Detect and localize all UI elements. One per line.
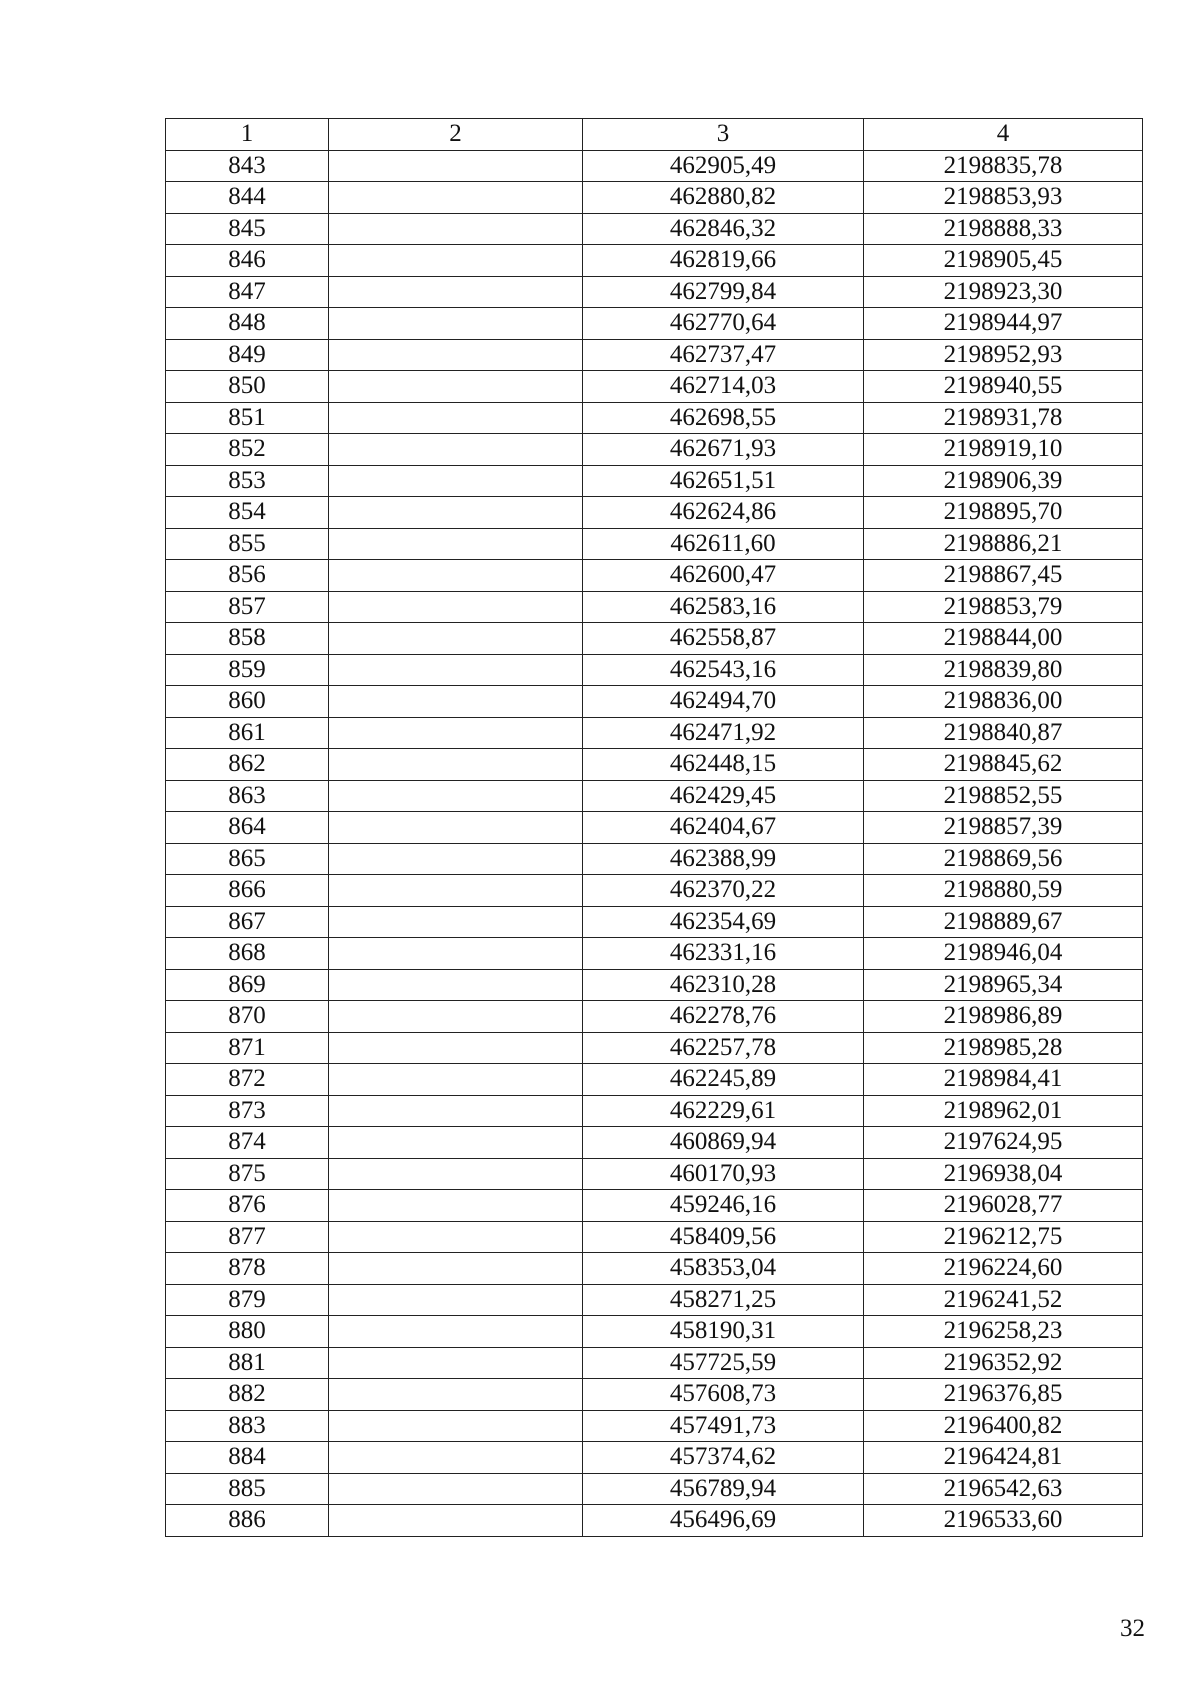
empty-cell <box>329 1505 583 1537</box>
table-row <box>166 213 1143 245</box>
x-coordinate-cell: 462846,32 <box>583 213 864 245</box>
table-row <box>166 402 1143 434</box>
table-row <box>166 528 1143 560</box>
x-coordinate-cell: 462583,16 <box>583 591 864 623</box>
x-coordinate-cell: 458271,25 <box>583 1284 864 1316</box>
point-number-cell: 880 <box>166 1316 329 1348</box>
y-coordinate-cell: 2198852,55 <box>864 780 1143 812</box>
x-coordinate-cell: 462611,60 <box>583 528 864 560</box>
table-header-row <box>166 119 1143 151</box>
y-coordinate-cell: 2198840,87 <box>864 717 1143 749</box>
column-header: 2 <box>329 119 583 151</box>
point-number-cell: 870 <box>166 1001 329 1033</box>
empty-cell <box>329 1158 583 1190</box>
empty-cell <box>329 623 583 655</box>
x-coordinate-cell: 462651,51 <box>583 465 864 497</box>
y-coordinate-cell: 2198889,67 <box>864 906 1143 938</box>
x-coordinate-cell: 462671,93 <box>583 434 864 466</box>
x-coordinate-cell: 458353,04 <box>583 1253 864 1285</box>
table-row <box>166 560 1143 592</box>
empty-cell <box>329 276 583 308</box>
x-coordinate-cell: 462245,89 <box>583 1064 864 1096</box>
point-number-cell: 851 <box>166 402 329 434</box>
x-coordinate-cell: 462819,66 <box>583 245 864 277</box>
table-row <box>166 906 1143 938</box>
table-row <box>166 1253 1143 1285</box>
x-coordinate-cell: 462880,82 <box>583 182 864 214</box>
y-coordinate-cell: 2198906,39 <box>864 465 1143 497</box>
point-number-cell: 862 <box>166 749 329 781</box>
table-row <box>166 875 1143 907</box>
table-row <box>166 1158 1143 1190</box>
table-row <box>166 591 1143 623</box>
x-coordinate-cell: 458190,31 <box>583 1316 864 1348</box>
y-coordinate-cell: 2198886,21 <box>864 528 1143 560</box>
y-coordinate-cell: 2198853,93 <box>864 182 1143 214</box>
point-number-cell: 864 <box>166 812 329 844</box>
x-coordinate-cell: 459246,16 <box>583 1190 864 1222</box>
empty-cell <box>329 906 583 938</box>
y-coordinate-cell: 2198946,04 <box>864 938 1143 970</box>
empty-cell <box>329 528 583 560</box>
y-coordinate-cell: 2196533,60 <box>864 1505 1143 1537</box>
x-coordinate-cell: 462370,22 <box>583 875 864 907</box>
point-number-cell: 861 <box>166 717 329 749</box>
table-row <box>166 1347 1143 1379</box>
x-coordinate-cell: 462471,92 <box>583 717 864 749</box>
y-coordinate-cell: 2198931,78 <box>864 402 1143 434</box>
table-row <box>166 623 1143 655</box>
table-row <box>166 497 1143 529</box>
table-row <box>166 780 1143 812</box>
column-header: 4 <box>864 119 1143 151</box>
y-coordinate-cell: 2198839,80 <box>864 654 1143 686</box>
x-coordinate-cell: 462448,15 <box>583 749 864 781</box>
empty-cell <box>329 497 583 529</box>
point-number-cell: 874 <box>166 1127 329 1159</box>
y-coordinate-cell: 2196400,82 <box>864 1410 1143 1442</box>
y-coordinate-cell: 2198888,33 <box>864 213 1143 245</box>
x-coordinate-cell: 462494,70 <box>583 686 864 718</box>
point-number-cell: 877 <box>166 1221 329 1253</box>
empty-cell <box>329 812 583 844</box>
y-coordinate-cell: 2196424,81 <box>864 1442 1143 1474</box>
x-coordinate-cell: 462331,16 <box>583 938 864 970</box>
table-row <box>166 182 1143 214</box>
empty-cell <box>329 402 583 434</box>
y-coordinate-cell: 2196028,77 <box>864 1190 1143 1222</box>
x-coordinate-cell: 462310,28 <box>583 969 864 1001</box>
point-number-cell: 858 <box>166 623 329 655</box>
table-row <box>166 686 1143 718</box>
table-row <box>166 465 1143 497</box>
point-number-cell: 844 <box>166 182 329 214</box>
empty-cell <box>329 654 583 686</box>
y-coordinate-cell: 2196224,60 <box>864 1253 1143 1285</box>
empty-cell <box>329 749 583 781</box>
empty-cell <box>329 969 583 1001</box>
y-coordinate-cell: 2196241,52 <box>864 1284 1143 1316</box>
x-coordinate-cell: 460170,93 <box>583 1158 864 1190</box>
point-number-cell: 876 <box>166 1190 329 1222</box>
point-number-cell: 846 <box>166 245 329 277</box>
point-number-cell: 849 <box>166 339 329 371</box>
point-number-cell: 850 <box>166 371 329 403</box>
y-coordinate-cell: 2196938,04 <box>864 1158 1143 1190</box>
table-row <box>166 276 1143 308</box>
x-coordinate-cell: 456789,94 <box>583 1473 864 1505</box>
empty-cell <box>329 1473 583 1505</box>
x-coordinate-cell: 462714,03 <box>583 371 864 403</box>
x-coordinate-cell: 462543,16 <box>583 654 864 686</box>
table-row <box>166 150 1143 182</box>
point-number-cell: 885 <box>166 1473 329 1505</box>
point-number-cell: 860 <box>166 686 329 718</box>
x-coordinate-cell: 462600,47 <box>583 560 864 592</box>
x-coordinate-cell: 462698,55 <box>583 402 864 434</box>
table-row <box>166 843 1143 875</box>
table-row <box>166 969 1143 1001</box>
point-number-cell: 881 <box>166 1347 329 1379</box>
empty-cell <box>329 465 583 497</box>
empty-cell <box>329 1190 583 1222</box>
point-number-cell: 872 <box>166 1064 329 1096</box>
table-row <box>166 938 1143 970</box>
y-coordinate-cell: 2198867,45 <box>864 560 1143 592</box>
point-number-cell: 882 <box>166 1379 329 1411</box>
point-number-cell: 854 <box>166 497 329 529</box>
y-coordinate-cell: 2198836,00 <box>864 686 1143 718</box>
x-coordinate-cell: 462905,49 <box>583 150 864 182</box>
y-coordinate-cell: 2198986,89 <box>864 1001 1143 1033</box>
y-coordinate-cell: 2198853,79 <box>864 591 1143 623</box>
table-row <box>166 1001 1143 1033</box>
point-number-cell: 867 <box>166 906 329 938</box>
x-coordinate-cell: 457374,62 <box>583 1442 864 1474</box>
point-number-cell: 883 <box>166 1410 329 1442</box>
point-number-cell: 875 <box>166 1158 329 1190</box>
y-coordinate-cell: 2198835,78 <box>864 150 1143 182</box>
empty-cell <box>329 938 583 970</box>
table-row <box>166 1379 1143 1411</box>
point-number-cell: 847 <box>166 276 329 308</box>
x-coordinate-cell: 462388,99 <box>583 843 864 875</box>
table-row <box>166 1032 1143 1064</box>
point-number-cell: 865 <box>166 843 329 875</box>
y-coordinate-cell: 2198869,56 <box>864 843 1143 875</box>
y-coordinate-cell: 2196258,23 <box>864 1316 1143 1348</box>
point-number-cell: 873 <box>166 1095 329 1127</box>
x-coordinate-cell: 462624,86 <box>583 497 864 529</box>
point-number-cell: 856 <box>166 560 329 592</box>
point-number-cell: 845 <box>166 213 329 245</box>
empty-cell <box>329 1410 583 1442</box>
x-coordinate-cell: 462799,84 <box>583 276 864 308</box>
table-row <box>166 654 1143 686</box>
table-row <box>166 434 1143 466</box>
table-row <box>166 245 1143 277</box>
table-row <box>166 812 1143 844</box>
x-coordinate-cell: 458409,56 <box>583 1221 864 1253</box>
table-row <box>166 371 1143 403</box>
point-number-cell: 855 <box>166 528 329 560</box>
empty-cell <box>329 150 583 182</box>
y-coordinate-cell: 2198880,59 <box>864 875 1143 907</box>
x-coordinate-cell: 457491,73 <box>583 1410 864 1442</box>
point-number-cell: 843 <box>166 150 329 182</box>
table-row <box>166 1064 1143 1096</box>
empty-cell <box>329 1127 583 1159</box>
table-row <box>166 1221 1143 1253</box>
table-row <box>166 1127 1143 1159</box>
table-row <box>166 1410 1143 1442</box>
x-coordinate-cell: 457725,59 <box>583 1347 864 1379</box>
x-coordinate-cell: 462354,69 <box>583 906 864 938</box>
x-coordinate-cell: 462737,47 <box>583 339 864 371</box>
empty-cell <box>329 1442 583 1474</box>
y-coordinate-cell: 2198895,70 <box>864 497 1143 529</box>
y-coordinate-cell: 2198905,45 <box>864 245 1143 277</box>
x-coordinate-cell: 462229,61 <box>583 1095 864 1127</box>
y-coordinate-cell: 2198919,10 <box>864 434 1143 466</box>
point-number-cell: 879 <box>166 1284 329 1316</box>
empty-cell <box>329 339 583 371</box>
point-number-cell: 863 <box>166 780 329 812</box>
y-coordinate-cell: 2198857,39 <box>864 812 1143 844</box>
y-coordinate-cell: 2198984,41 <box>864 1064 1143 1096</box>
table-row <box>166 749 1143 781</box>
empty-cell <box>329 213 583 245</box>
y-coordinate-cell: 2196376,85 <box>864 1379 1143 1411</box>
y-coordinate-cell: 2196542,63 <box>864 1473 1143 1505</box>
empty-cell <box>329 560 583 592</box>
empty-cell <box>329 182 583 214</box>
point-number-cell: 857 <box>166 591 329 623</box>
empty-cell <box>329 245 583 277</box>
y-coordinate-cell: 2198962,01 <box>864 1095 1143 1127</box>
empty-cell <box>329 780 583 812</box>
x-coordinate-cell: 457608,73 <box>583 1379 864 1411</box>
point-number-cell: 878 <box>166 1253 329 1285</box>
empty-cell <box>329 1379 583 1411</box>
empty-cell <box>329 1064 583 1096</box>
y-coordinate-cell: 2198985,28 <box>864 1032 1143 1064</box>
empty-cell <box>329 308 583 340</box>
x-coordinate-cell: 462278,76 <box>583 1001 864 1033</box>
empty-cell <box>329 717 583 749</box>
y-coordinate-cell: 2198845,62 <box>864 749 1143 781</box>
table-row <box>166 717 1143 749</box>
x-coordinate-cell: 460869,94 <box>583 1127 864 1159</box>
page-number: 32 <box>1120 1615 1145 1642</box>
point-number-cell: 868 <box>166 938 329 970</box>
table-row <box>166 1442 1143 1474</box>
empty-cell <box>329 843 583 875</box>
empty-cell <box>329 371 583 403</box>
point-number-cell: 869 <box>166 969 329 1001</box>
y-coordinate-cell: 2196212,75 <box>864 1221 1143 1253</box>
point-number-cell: 859 <box>166 654 329 686</box>
table-body <box>166 150 1143 1536</box>
table-row <box>166 339 1143 371</box>
empty-cell <box>329 1316 583 1348</box>
point-number-cell: 886 <box>166 1505 329 1537</box>
x-coordinate-cell: 462429,45 <box>583 780 864 812</box>
empty-cell <box>329 1001 583 1033</box>
x-coordinate-cell: 462770,64 <box>583 308 864 340</box>
x-coordinate-cell: 456496,69 <box>583 1505 864 1537</box>
table-row <box>166 1505 1143 1537</box>
x-coordinate-cell: 462558,87 <box>583 623 864 655</box>
empty-cell <box>329 434 583 466</box>
point-number-cell: 853 <box>166 465 329 497</box>
column-header: 1 <box>166 119 329 151</box>
table-row <box>166 1095 1143 1127</box>
column-header: 3 <box>583 119 864 151</box>
table-row <box>166 1284 1143 1316</box>
empty-cell <box>329 875 583 907</box>
y-coordinate-cell: 2198844,00 <box>864 623 1143 655</box>
coordinates-table <box>165 118 1143 1537</box>
empty-cell <box>329 1032 583 1064</box>
y-coordinate-cell: 2198940,55 <box>864 371 1143 403</box>
table-row <box>166 1473 1143 1505</box>
empty-cell <box>329 1347 583 1379</box>
empty-cell <box>329 1284 583 1316</box>
table-row <box>166 1316 1143 1348</box>
x-coordinate-cell: 462404,67 <box>583 812 864 844</box>
empty-cell <box>329 1221 583 1253</box>
y-coordinate-cell: 2198923,30 <box>864 276 1143 308</box>
empty-cell <box>329 686 583 718</box>
table-row <box>166 1190 1143 1222</box>
y-coordinate-cell: 2197624,95 <box>864 1127 1143 1159</box>
point-number-cell: 852 <box>166 434 329 466</box>
y-coordinate-cell: 2198944,97 <box>864 308 1143 340</box>
point-number-cell: 871 <box>166 1032 329 1064</box>
empty-cell <box>329 1095 583 1127</box>
y-coordinate-cell: 2198952,93 <box>864 339 1143 371</box>
y-coordinate-cell: 2198965,34 <box>864 969 1143 1001</box>
x-coordinate-cell: 462257,78 <box>583 1032 864 1064</box>
table-row <box>166 308 1143 340</box>
point-number-cell: 848 <box>166 308 329 340</box>
empty-cell <box>329 591 583 623</box>
point-number-cell: 884 <box>166 1442 329 1474</box>
y-coordinate-cell: 2196352,92 <box>864 1347 1143 1379</box>
empty-cell <box>329 1253 583 1285</box>
point-number-cell: 866 <box>166 875 329 907</box>
